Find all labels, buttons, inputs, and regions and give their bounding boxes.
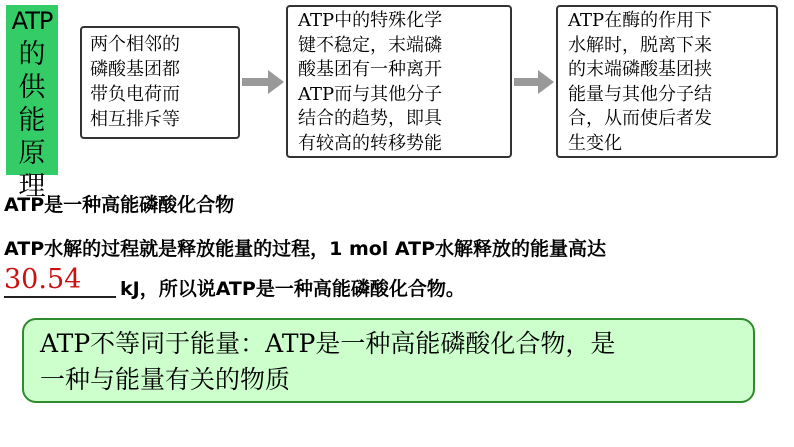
title-char-4: 原	[18, 138, 46, 169]
arrow-right-icon	[242, 70, 284, 94]
note-box	[22, 318, 755, 403]
statement-line-1: ATP是一种高能磷酸化合物	[4, 194, 235, 216]
note-line-1: ATP不等同于能量：ATP是一种高能磷酸化合物，是	[40, 329, 616, 358]
reason-box-1	[80, 26, 240, 139]
statement-line-2: ATP水解的过程就是释放能量的过程，1 mol ATP水解释放的能量高达	[4, 238, 607, 260]
reason-box-1-text: 两个相邻的 磷酸基团都 带负电荷而 相互排斥等	[90, 34, 180, 130]
statement-line-3: kJ，所以说ATP是一种高能磷酸化合物。	[120, 278, 465, 300]
reason-box-3	[556, 5, 778, 158]
reason-box-3-text: ATP在酶的作用下 水解时，脱离下来 的末端磷酸基团挟 能量与其他分子结 合，从而使后者发 生变化	[568, 10, 713, 154]
reason-box-2	[286, 5, 512, 158]
note-line-2: 一种与能量有关的物质	[40, 365, 291, 394]
section-title	[6, 5, 58, 202]
title-char-3: 能	[18, 105, 46, 136]
title-char-1: 的	[18, 39, 46, 70]
title-char-2: 供	[18, 72, 46, 103]
title-latin: ATP	[11, 7, 53, 35]
answer-blank: 30.54	[4, 264, 116, 298]
reason-box-2-text: ATP中的特殊化学 键不稳定，末端磷 酸基团有一种离开 ATP而与其他分子 结合的趋势，即具 有较高的转移势能	[298, 10, 443, 154]
arrow-right-icon	[514, 70, 554, 94]
title-char-5: 理	[18, 171, 46, 202]
